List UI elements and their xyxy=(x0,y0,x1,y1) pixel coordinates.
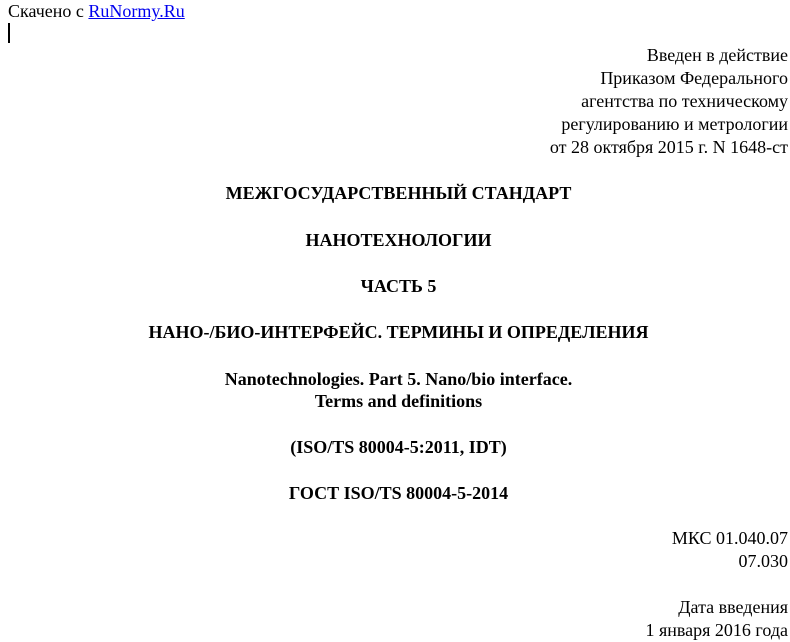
introduction-block xyxy=(550,44,788,159)
source-link[interactable]: RuNormy.Ru xyxy=(88,1,185,21)
introduction-line-5: от 28 октября 2015 г. N 1648-ст xyxy=(549,137,788,157)
source-prefix: Скачено с xyxy=(8,1,84,21)
mks-line-1: МКС 01.040.07 xyxy=(671,528,788,548)
source-line xyxy=(8,0,185,22)
iso-reference: (ISO/TS 80004-5:2011, IDT) xyxy=(290,437,507,457)
gost-designation: ГОСТ ISO/TS 80004-5-2014 xyxy=(288,483,509,503)
introduction-line-4: регулированию и метрологии xyxy=(561,114,788,134)
standard-type-heading: МЕЖГОСУДАРСТВЕННЫЙ СТАНДАРТ xyxy=(225,183,572,203)
english-title-line-2: Terms and definitions xyxy=(314,391,483,411)
effective-date-value: 1 января 2016 года xyxy=(645,620,788,640)
part-heading: ЧАСТЬ 5 xyxy=(360,276,437,296)
mks-line-2: 07.030 xyxy=(738,551,788,571)
effective-date-label: Дата введения xyxy=(678,597,788,617)
introduction-line-2: Приказом Федерального xyxy=(600,68,788,88)
classification-block xyxy=(672,527,788,573)
text-caret xyxy=(8,23,10,43)
subtitle-heading: НАНО-/БИО-ИНТЕРФЕЙС. ТЕРМИНЫ И ОПРЕДЕЛЕНИЯ xyxy=(148,322,649,342)
introduction-line-3: агентства по техническому xyxy=(581,91,788,111)
introduction-line-1: Введен в действие xyxy=(646,45,788,65)
topic-heading: НАНОТЕХНОЛОГИИ xyxy=(305,230,492,250)
english-title-line-1: Nanotechnologies. Part 5. Nano/bio interface. xyxy=(224,369,573,389)
effective-date-block xyxy=(645,596,788,642)
